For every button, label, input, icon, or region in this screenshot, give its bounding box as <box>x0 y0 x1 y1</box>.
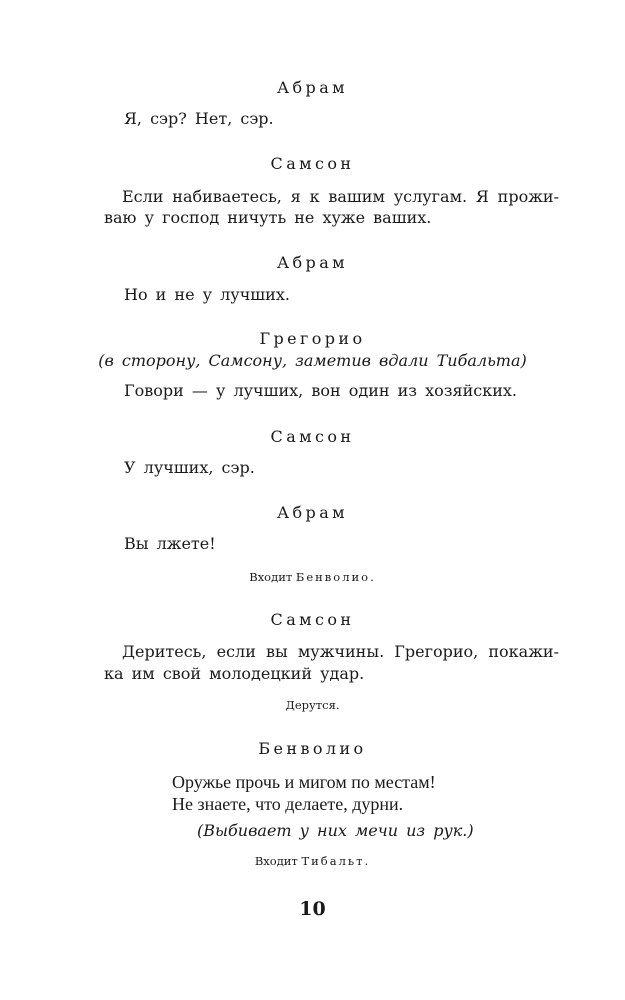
stage-direction <box>0 853 625 869</box>
speaker-name: Грегорио <box>259 329 366 348</box>
stage-character: Бенволио. <box>295 570 376 584</box>
verse-line: Не знаете, что делаете, дурни. <box>172 794 404 814</box>
dialogue-line: ка им свой молодецкий удар. <box>104 664 365 683</box>
speaker-name: Самсон <box>270 427 355 446</box>
stage-verb: Входит <box>249 570 293 584</box>
dialogue-line: Если набиваетесь, я к вашим услугам. Я прожи- <box>122 187 559 206</box>
dialogue-line: У лучших, сэр. <box>124 458 255 477</box>
speaker-name: Абрам <box>277 253 348 272</box>
speaker-name: Бенволио <box>258 739 367 758</box>
dialogue-line: Вы лжете! <box>124 534 216 553</box>
stage-direction: Дерутся. <box>285 698 340 712</box>
stage-direction: (Выбивает у них мечи из рук.) <box>197 821 474 840</box>
speaker-name: Абрам <box>277 78 348 97</box>
dialogue-line: Деритесь, если вы мужчины. Грегорио, покажи- <box>122 642 559 661</box>
dialogue-line: Говори — у лучших, вон один из хозяйских. <box>124 381 517 400</box>
dialogue-line: Но и не у лучших. <box>124 285 290 304</box>
speaker-name: Абрам <box>277 503 348 522</box>
verse-line: Оружье прочь и мигом по местам! <box>172 772 436 792</box>
speaker-name: Самсон <box>270 610 355 629</box>
speaker-name: Самсон <box>270 154 355 173</box>
stage-character: Тибальт. <box>301 854 371 868</box>
page-number: 10 <box>299 898 326 920</box>
stage-verb: Входит <box>254 854 298 868</box>
dialogue-line: Я, сэр? Нет, сэр. <box>124 109 274 128</box>
stage-direction <box>0 569 625 585</box>
dialogue-line: ваю у господ ничуть не хуже ваших. <box>104 208 432 227</box>
stage-direction: (в сторону, Самсону, заметив вдали Тибальта) <box>98 351 527 370</box>
